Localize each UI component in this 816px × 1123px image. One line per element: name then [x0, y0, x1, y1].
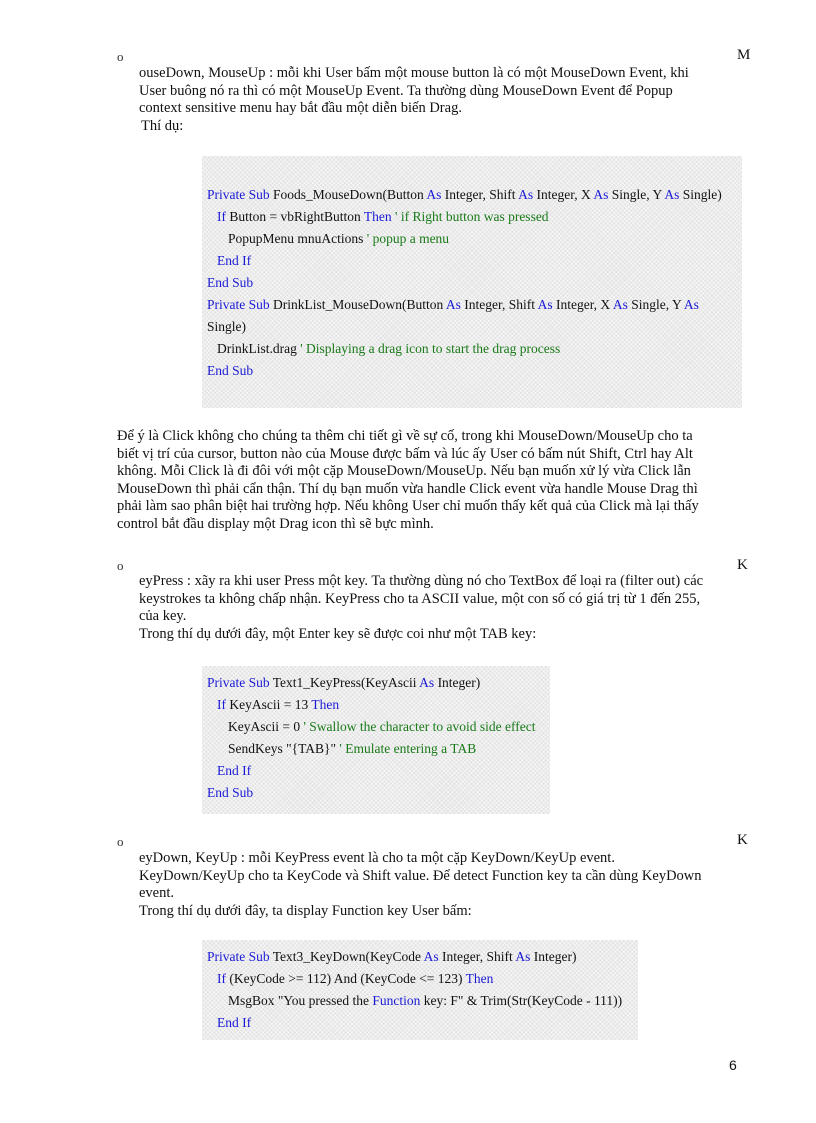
code-line — [207, 272, 722, 294]
drop-letter: K — [737, 832, 748, 848]
code-line — [207, 228, 722, 250]
code-text: KeyAscii = 13 — [226, 697, 312, 712]
drop-letter: M — [737, 47, 751, 63]
code-comment: ' if Right button was pressed — [391, 209, 549, 224]
code-keyword: As — [593, 187, 609, 202]
text-line: MouseDown thì phải cẩn thận. Thí dụ bạn muốn vừa handle Click event vừa handle Mouse Drag thì — [117, 480, 698, 497]
code-keyword: Private Sub — [207, 187, 270, 202]
code-line — [207, 990, 622, 1012]
text-line: của key. — [139, 608, 187, 625]
section3-text — [139, 850, 702, 920]
text-line: event. — [139, 885, 175, 902]
code-keyword: End If — [217, 763, 252, 778]
code-text: Single) — [207, 319, 246, 334]
page-number: 6 — [729, 1057, 737, 1073]
code-text: Integer, Shift — [441, 187, 519, 202]
code-lines — [207, 946, 622, 1034]
code-text: Integer, Shift — [460, 297, 538, 312]
code-keyword: End Sub — [207, 275, 254, 290]
section2-text — [139, 573, 703, 643]
text-line: phải làm sao phân biệt hai trường hợp. Nếu không User chỉ muốn thấy kết quả của Click mà lại thấy — [117, 498, 699, 515]
code-text: Text1_KeyPress(KeyAscii — [269, 675, 420, 690]
code-block — [202, 156, 742, 408]
code-text: Single, Y — [608, 187, 665, 202]
code-keyword: Then — [311, 697, 340, 712]
code-text: SendKeys "{TAB}" — [228, 741, 337, 756]
code-keyword: As — [445, 297, 461, 312]
code-text: Single) — [679, 187, 722, 202]
bullet-marker: o — [117, 49, 124, 64]
code-block — [202, 940, 638, 1040]
code-keyword: End If — [217, 253, 252, 268]
code-keyword: As — [419, 675, 435, 690]
code-line — [207, 946, 622, 968]
code-line — [207, 782, 535, 804]
code-keyword: As — [518, 187, 534, 202]
code-lines — [207, 184, 722, 382]
bullet-marker: o — [117, 558, 124, 573]
code-keyword: As — [683, 297, 699, 312]
code-keyword: End If — [217, 1015, 252, 1030]
text-line: Để ý là Click không cho chúng ta thêm chi tiết gì về sự cố, trong khi MouseDown/MouseUp cho ta — [117, 428, 693, 444]
text-line: control bắt đầu display một Drag icon thì sẽ bực mình. — [117, 515, 434, 532]
text-line: User buông nó ra thì có một MouseUp Event. Ta thường dùng MouseDown Event để Popup — [139, 82, 673, 99]
code-text: DrinkList.drag — [217, 341, 297, 356]
code-text: KeyAscii = 0 — [228, 719, 301, 734]
code-text: PopupMenu mnuActions — [228, 231, 364, 246]
drop-letter: K — [737, 557, 748, 573]
text-line: không. Mỗi Click là đi đôi với một cặp MouseDown/MouseUp. Nếu bạn muốn xử lý vừa Click lẫn — [117, 463, 691, 480]
code-text: Foods_MouseDown(Button — [269, 187, 427, 202]
code-keyword: Then — [465, 971, 494, 986]
text-line: eyDown, KeyUp : mỗi KeyPress event là cho ta một cặp KeyDown/KeyUp event. — [139, 850, 615, 866]
paragraph — [117, 428, 699, 534]
code-line — [207, 968, 622, 990]
code-keyword: Function — [372, 993, 421, 1008]
code-keyword: Private Sub — [207, 675, 270, 690]
code-text: DrinkList_MouseDown(Button — [269, 297, 446, 312]
code-line — [207, 316, 722, 338]
code-keyword: Private Sub — [207, 949, 270, 964]
code-line — [207, 338, 722, 360]
code-keyword: Then — [363, 209, 392, 224]
code-text: Integer, X — [552, 297, 613, 312]
text-line: eyPress : xãy ra khi user Press một key. Ta thường dùng nó cho TextBox để loại ra (filter out) các — [139, 573, 704, 589]
code-text: Integer, X — [533, 187, 594, 202]
code-text: Integer) — [434, 675, 481, 690]
code-keyword: If — [217, 209, 226, 224]
code-text: Text3_KeyDown(KeyCode — [269, 949, 424, 964]
code-keyword: As — [612, 297, 628, 312]
code-text: key: F" & Trim(Str(KeyCode - 111)) — [420, 993, 623, 1008]
code-line — [207, 250, 722, 272]
code-keyword: End Sub — [207, 363, 254, 378]
code-keyword: As — [423, 949, 439, 964]
code-keyword: If — [217, 971, 226, 986]
code-lines — [207, 672, 535, 804]
code-line — [207, 716, 535, 738]
code-text: (KeyCode >= 112) And (KeyCode <= 123) — [226, 971, 466, 986]
code-line — [207, 294, 722, 316]
text-line: ouseDown, MouseUp : mỗi khi User bấm một mouse button là có một MouseDown Event, khi — [139, 65, 689, 81]
code-keyword: As — [515, 949, 531, 964]
code-line — [207, 1012, 622, 1034]
bullet-marker: o — [117, 834, 124, 849]
text-line: context sensitive menu hay bắt đầu một diễn biến Drag. — [139, 100, 462, 117]
text-line: keystrokes ta không chấp nhận. KeyPress cho ta ASCII value, một con số có giá trị từ 1 đến 255, — [139, 590, 701, 607]
code-block — [202, 666, 550, 814]
code-text: MsgBox "You pressed the — [228, 993, 373, 1008]
code-line — [207, 206, 722, 228]
code-text: Integer) — [530, 949, 577, 964]
code-comment: ' Swallow the character to avoid side effect — [300, 719, 536, 734]
code-keyword: If — [217, 697, 226, 712]
code-line — [207, 360, 722, 382]
text-line: Trong thí dụ dưới đây, một Enter key sẽ được coi như một TAB key: — [139, 625, 537, 642]
code-line — [207, 672, 535, 694]
text-line: Thí dụ: — [141, 117, 184, 134]
code-keyword: End Sub — [207, 785, 254, 800]
code-text: Button = vbRightButton — [226, 209, 364, 224]
code-line — [207, 738, 535, 760]
section1-text — [139, 65, 689, 135]
text-line: KeyDown/KeyUp cho ta KeyCode và Shift value. Để detect Function key ta cần dùng KeyDown — [139, 867, 702, 884]
code-line — [207, 760, 535, 782]
code-keyword: As — [426, 187, 442, 202]
text-line: biết vị trí của cursor, button nào của Mouse được bấm và lúc ấy User có bấm nút Shift, Ctrl hay Alt — [117, 445, 693, 462]
code-text: Integer, Shift — [438, 949, 516, 964]
text-line: Trong thí dụ dưới đây, ta display Function key User bấm: — [139, 902, 472, 919]
code-comment: ' Emulate entering a TAB — [336, 741, 477, 756]
code-line — [207, 694, 535, 716]
code-line — [207, 184, 722, 206]
code-comment: ' Displaying a drag icon to start the drag process — [296, 341, 561, 356]
code-keyword: As — [537, 297, 553, 312]
code-keyword: Private Sub — [207, 297, 270, 312]
code-keyword: As — [664, 187, 680, 202]
code-comment: ' popup a menu — [363, 231, 450, 246]
code-text: Single, Y — [627, 297, 684, 312]
